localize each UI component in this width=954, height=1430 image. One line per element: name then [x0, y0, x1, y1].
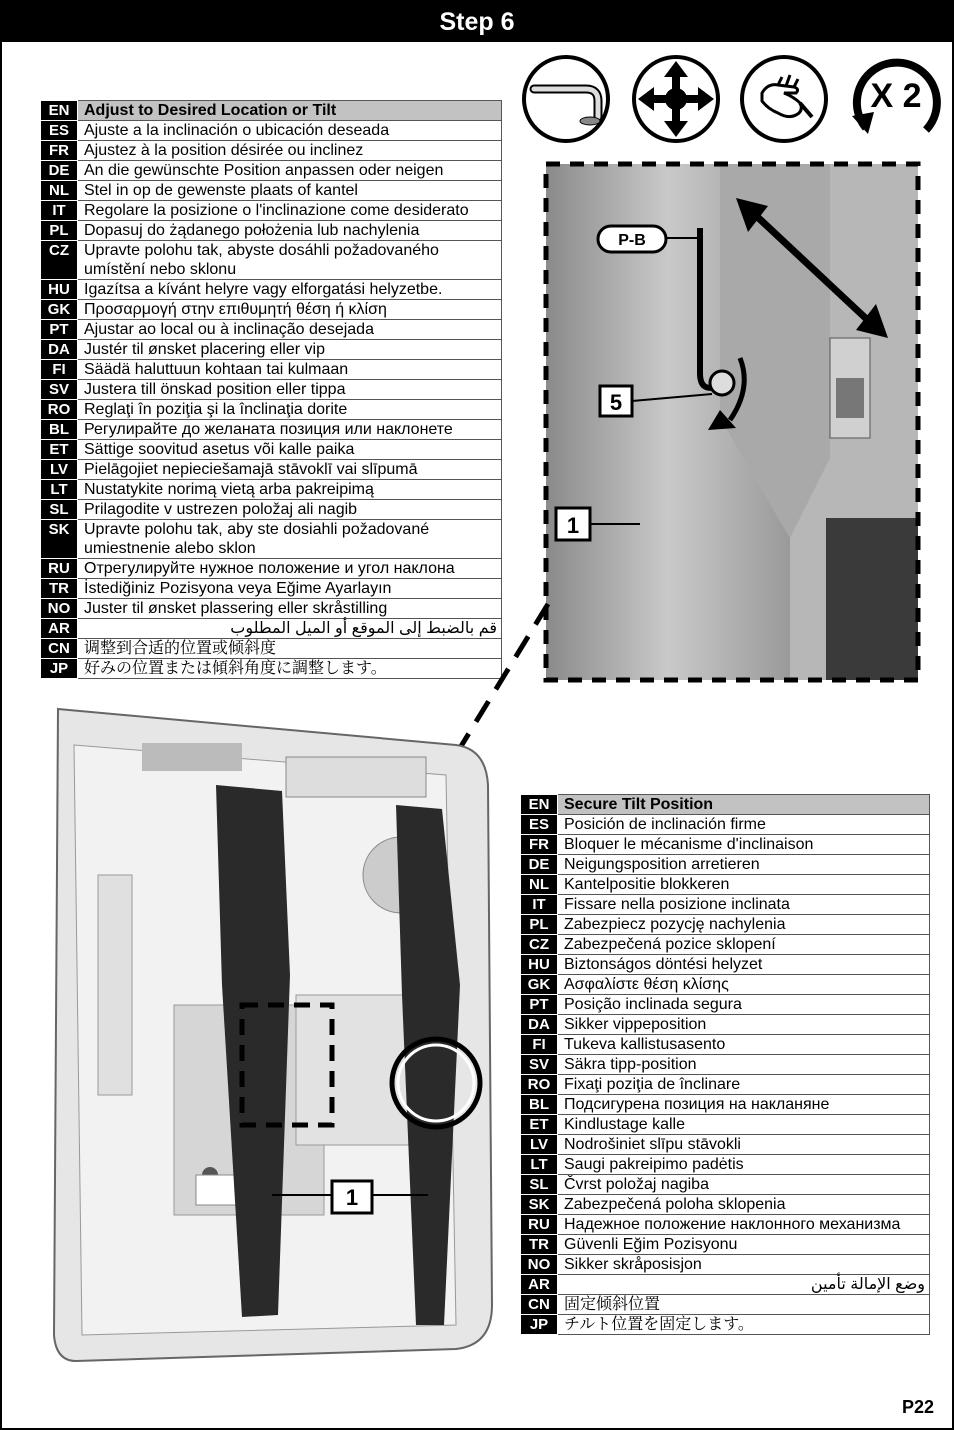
- table-row: [41, 340, 502, 360]
- instruction-text: Отрегулируйте нужное положение и угол наклона: [78, 559, 502, 579]
- language-code: AR: [41, 619, 78, 639]
- instruction-text: Подсигурена позиция на накланяне: [558, 1095, 930, 1115]
- table-row: [521, 1215, 930, 1235]
- language-code: PL: [521, 915, 558, 935]
- language-code: SK: [41, 520, 78, 559]
- table-row: [521, 855, 930, 875]
- instruction-text: Čvrst položaj nagiba: [558, 1175, 930, 1195]
- language-code: DA: [41, 340, 78, 360]
- language-code: FI: [41, 360, 78, 380]
- language-code: PL: [41, 221, 78, 241]
- instruction-text: Bloquer le mécanisme d'inclinaison: [558, 835, 930, 855]
- instruction-text: Neigungsposition arretieren: [558, 855, 930, 875]
- language-code: ES: [521, 815, 558, 835]
- instruction-text: Ασφαλίστε θέση κλίσης: [558, 975, 930, 995]
- instruction-text: チルト位置を固定します。: [558, 1315, 930, 1335]
- table-row: [521, 835, 930, 855]
- instruction-text: قم بالضبط إلى الموقع أو الميل المطلوب: [78, 619, 502, 639]
- table-row: [521, 995, 930, 1015]
- instruction-text: Igazítsa a kívánt helyre vagy elforgatási helyzetbe.: [78, 280, 502, 300]
- instruction-text: Saugi pakreipimo padėtis: [558, 1155, 930, 1175]
- repeat-count-label: X 2: [870, 77, 922, 115]
- table-row: [521, 955, 930, 975]
- instruction-text: Upravte polohu tak, abyste dosáhli požadovaného umístění nebo sklonu: [78, 241, 502, 280]
- table-row: [41, 161, 502, 181]
- instruction-text: Regolare la posizione o l'inclinazione come desiderato: [78, 201, 502, 221]
- language-code: CN: [521, 1295, 558, 1315]
- language-code: IT: [521, 895, 558, 915]
- instruction-text: Nodrošiniet slīpu stāvokli: [558, 1135, 930, 1155]
- language-code: RU: [521, 1215, 558, 1235]
- callout-5: 5: [609, 390, 623, 415]
- instruction-text: Justér til ønsket placering eller vip: [78, 340, 502, 360]
- instruction-text: 好みの位置または傾斜角度に調整します。: [78, 659, 502, 679]
- language-code: JP: [41, 659, 78, 679]
- repeat-icon: [846, 50, 946, 150]
- table-row: [41, 121, 502, 141]
- language-code: DA: [521, 1015, 558, 1035]
- table-row: [41, 480, 502, 500]
- instruction-text: Biztonságos döntési helyzet: [558, 955, 930, 975]
- instruction-text: Pielāgojiet nepieciešamajā stāvoklī vai slīpumā: [78, 460, 502, 480]
- language-code: ES: [41, 121, 78, 141]
- language-code: ET: [41, 440, 78, 460]
- detail-illustration: [540, 158, 924, 686]
- language-code: SV: [521, 1055, 558, 1075]
- table-row: [41, 559, 502, 579]
- language-code: ET: [521, 1115, 558, 1135]
- table-row: [41, 500, 502, 520]
- table-row: [521, 1135, 930, 1155]
- instruction-text: 调整到合适的位置或倾斜度: [78, 639, 502, 659]
- table-row: [41, 280, 502, 300]
- instruction-text: Justera till önskad position eller tippa: [78, 380, 502, 400]
- language-code: DE: [41, 161, 78, 181]
- table-row: [41, 579, 502, 599]
- table-row: [41, 300, 502, 320]
- tv-back-illustration: [46, 705, 516, 1365]
- table-row: [521, 875, 930, 895]
- instruction-text: 固定倾斜位置: [558, 1295, 930, 1315]
- language-code: HU: [521, 955, 558, 975]
- language-code: TR: [521, 1235, 558, 1255]
- language-code: NO: [41, 599, 78, 619]
- instruction-text: Adjust to Desired Location or Tilt: [78, 101, 502, 121]
- language-code: SL: [41, 500, 78, 520]
- instruction-text: Dopasuj do żądanego położenia lub nachylenia: [78, 221, 502, 241]
- language-code: EN: [41, 101, 78, 121]
- language-code: RO: [521, 1075, 558, 1095]
- language-code: CN: [41, 639, 78, 659]
- hand-adjust-icon: [738, 53, 830, 145]
- language-code: NO: [521, 1255, 558, 1275]
- language-code: SK: [521, 1195, 558, 1215]
- step-title: Step 6: [2, 2, 952, 42]
- instruction-text: Posição inclinada segura: [558, 995, 930, 1015]
- instruction-text: Secure Tilt Position: [558, 795, 930, 815]
- instruction-text: Juster til ønsket plassering eller skråstilling: [78, 599, 502, 619]
- instruction-text: Tukeva kallistusasento: [558, 1035, 930, 1055]
- table-row: [41, 460, 502, 480]
- language-code: FR: [521, 835, 558, 855]
- language-code: LV: [521, 1135, 558, 1155]
- language-code: HU: [41, 280, 78, 300]
- table-row: [41, 201, 502, 221]
- instruction-text: Kindlustage kalle: [558, 1115, 930, 1135]
- table-row: [41, 400, 502, 420]
- table-row: [521, 815, 930, 835]
- language-code: IT: [41, 201, 78, 221]
- table-row: [521, 1195, 930, 1215]
- language-code: LV: [41, 460, 78, 480]
- language-code: FI: [521, 1035, 558, 1055]
- callout-1-detail: 1: [566, 513, 580, 538]
- callout-pb: P-B: [618, 232, 646, 249]
- language-code: EN: [521, 795, 558, 815]
- table-row: [41, 141, 502, 161]
- instruction-text: Zabezpečená poloha sklopenia: [558, 1195, 930, 1215]
- instruction-text: Stel in op de gewenste plaats of kantel: [78, 181, 502, 201]
- instruction-text: Ajustez à la position désirée ou inclinez: [78, 141, 502, 161]
- table-row: [41, 420, 502, 440]
- instruction-text: وضع الإمالة تأمين: [558, 1275, 930, 1295]
- instruction-text: Nustatykite norimą vietą arba pakreipimą: [78, 480, 502, 500]
- table-row: [41, 221, 502, 241]
- table-row: [521, 1235, 930, 1255]
- table-row: [521, 1055, 930, 1075]
- language-code: CZ: [41, 241, 78, 280]
- language-code: SV: [41, 380, 78, 400]
- language-code: AR: [521, 1275, 558, 1295]
- table-row: [521, 795, 930, 815]
- language-code: DE: [521, 855, 558, 875]
- table-row: [521, 935, 930, 955]
- instruction-text: Posición de inclinación firme: [558, 815, 930, 835]
- hex-key-icon: [520, 53, 612, 145]
- language-code: PT: [521, 995, 558, 1015]
- instruction-text: An die gewünschte Position anpassen oder neigen: [78, 161, 502, 181]
- table-row: [521, 1035, 930, 1055]
- table-row: [521, 1255, 930, 1275]
- table-row: [41, 241, 502, 280]
- instruction-text: Fissare nella posizione inclinata: [558, 895, 930, 915]
- table-row: [521, 1095, 930, 1115]
- instruction-text: Sättige soovitud asetus või kalle paika: [78, 440, 502, 460]
- callout-1-main: 1: [345, 1185, 359, 1210]
- table-row: [521, 895, 930, 915]
- table-row: [41, 360, 502, 380]
- top-instruction-table: [40, 100, 502, 679]
- instruction-text: İstediğiniz Pozisyona veya Eğime Ayarlayın: [78, 579, 502, 599]
- table-row: [521, 975, 930, 995]
- table-row: [41, 320, 502, 340]
- table-row: [41, 181, 502, 201]
- instruction-text: Fixaţi poziţia de înclinare: [558, 1075, 930, 1095]
- instruction-text: Prilagodite v ustrezen položaj ali nagib: [78, 500, 502, 520]
- table-row: [521, 1075, 930, 1095]
- table-row: [41, 440, 502, 460]
- language-code: LT: [41, 480, 78, 500]
- instruction-text: Ajustar ao local ou à inclinação desejada: [78, 320, 502, 340]
- table-row: [521, 1015, 930, 1035]
- table-row: [521, 915, 930, 935]
- instruction-text: Προσαρμογή στην επιθυμητή θέση ή κλίση: [78, 300, 502, 320]
- instruction-text: Upravte polohu tak, aby ste dosiahli požadované umiestnenie alebo sklon: [78, 520, 502, 559]
- page-number: P22: [901, 1397, 934, 1417]
- instruction-text: Reglaţi în poziţia şi la înclinaţia dorite: [78, 400, 502, 420]
- language-code: LT: [521, 1155, 558, 1175]
- table-row: [521, 1275, 930, 1295]
- four-way-arrows-icon: [630, 53, 722, 145]
- instruction-text: Kantelpositie blokkeren: [558, 875, 930, 895]
- instruction-text: Zabezpečená pozice sklopení: [558, 935, 930, 955]
- table-row: [521, 1315, 930, 1335]
- table-row: [41, 380, 502, 400]
- instruction-text: Zabezpiecz pozycję nachylenia: [558, 915, 930, 935]
- language-code: JP: [521, 1315, 558, 1335]
- table-row: [41, 520, 502, 559]
- language-code: GK: [41, 300, 78, 320]
- language-code: BL: [41, 420, 78, 440]
- instruction-text: Надежное положение наклонного механизма: [558, 1215, 930, 1235]
- language-code: RO: [41, 400, 78, 420]
- table-row: [521, 1295, 930, 1315]
- bottom-instruction-table: [520, 794, 930, 1335]
- table-row: [41, 101, 502, 121]
- language-code: RU: [41, 559, 78, 579]
- table-row: [521, 1175, 930, 1195]
- table-row: [521, 1115, 930, 1135]
- language-code: FR: [41, 141, 78, 161]
- instruction-text: Säädä haluttuun kohtaan tai kulmaan: [78, 360, 502, 380]
- language-code: NL: [41, 181, 78, 201]
- language-code: CZ: [521, 935, 558, 955]
- instruction-text: Sikker vippeposition: [558, 1015, 930, 1035]
- instruction-text: Säkra tipp-position: [558, 1055, 930, 1075]
- language-code: GK: [521, 975, 558, 995]
- language-code: SL: [521, 1175, 558, 1195]
- language-code: PT: [41, 320, 78, 340]
- language-code: TR: [41, 579, 78, 599]
- instruction-text: Ajuste a la inclinación o ubicación deseada: [78, 121, 502, 141]
- table-row: [521, 1155, 930, 1175]
- language-code: BL: [521, 1095, 558, 1115]
- language-code: NL: [521, 875, 558, 895]
- instruction-text: Güvenli Eğim Pozisyonu: [558, 1235, 930, 1255]
- instruction-text: Sikker skråposisjon: [558, 1255, 930, 1275]
- instruction-text: Регулирайте до желаната позиция или наклонете: [78, 420, 502, 440]
